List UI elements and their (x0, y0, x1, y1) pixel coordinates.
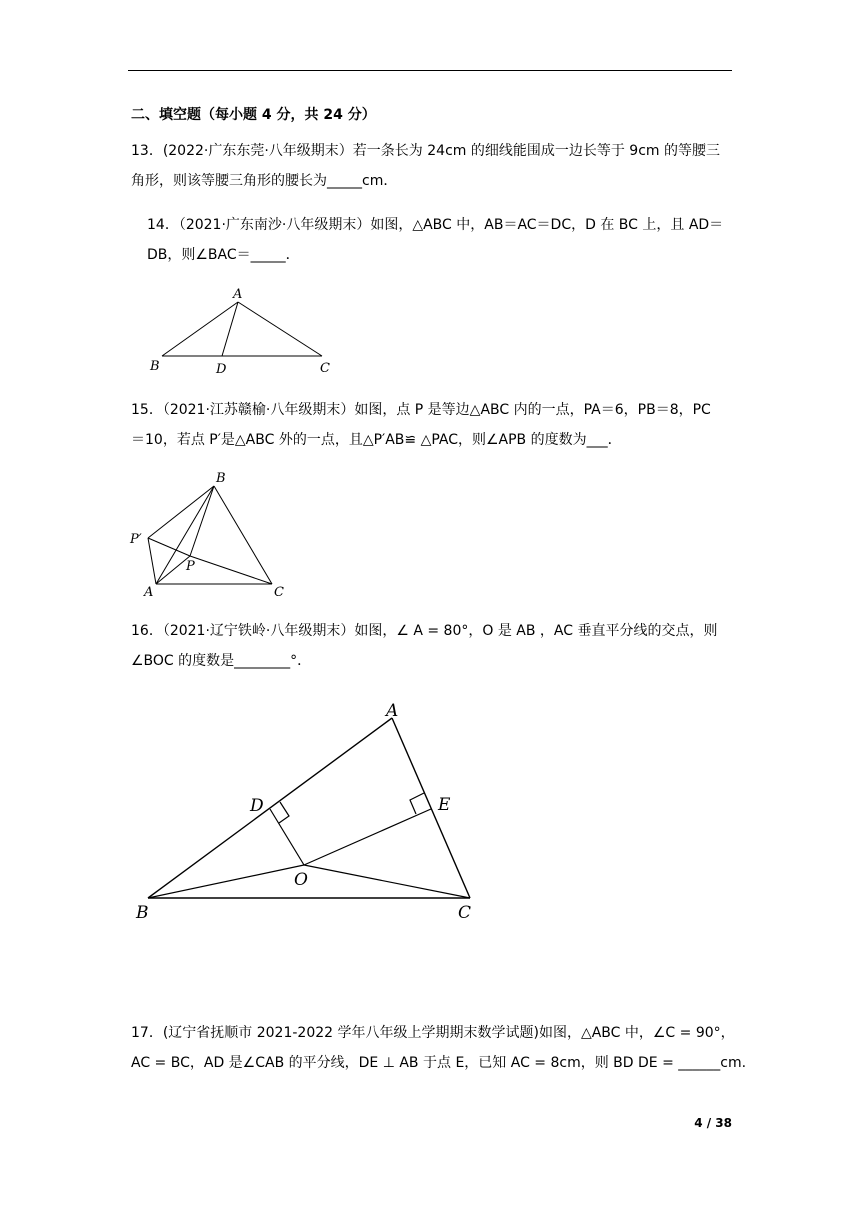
label-p-prime: P′ (130, 532, 142, 547)
header-rule (128, 70, 732, 71)
question-16-line-2: ∠BOC 的度数是________°． (131, 653, 312, 669)
label-b: B (150, 359, 160, 374)
label-b: B (136, 903, 149, 923)
label-a: A (386, 701, 399, 721)
label-d: D (250, 796, 264, 816)
label-e: E (438, 795, 451, 815)
question-13-line-2: 角形，则该等腰三角形的腰长为_____cm． (131, 173, 398, 189)
label-a: A (144, 585, 154, 600)
label-c: C (274, 585, 284, 600)
section-title: 二、填空题（每小题 4 分，共 24 分） (131, 107, 376, 123)
question-15-line-2: ＝10，若点 P′是△ABC 外的一点，且△P′AB≌ △PAC，则∠APB 的度数为___． (131, 432, 622, 448)
page-number: 4 / 38 (694, 1116, 732, 1130)
question-17-line-2: AC = BC，AD 是∠CAB 的平分线，DE ⊥ AB 于点 E，已知 AC = 8cm，则 BD DE = ______cm. (131, 1055, 747, 1071)
figure-q16-triangle (128, 692, 488, 928)
label-o: O (294, 870, 308, 890)
question-14-line-2: DB，则∠BAC＝_____． (147, 247, 300, 263)
question-13-line-1: 13．(2022·广东东莞·八年级期末）若一条长为 24cm 的细线能围成一边长等于 9cm 的等腰三 (131, 143, 720, 159)
question-14-line-1: 14．（2021·广东南沙·八年级期末）如图，△ABC 中，AB＝AC＝DC，D 在 BC 上，且 AD＝ (147, 217, 724, 233)
label-p: P (186, 559, 195, 574)
question-16-line-1: 16．（2021·辽宁铁岭·八年级期末）如图，∠ A = 80°，O 是 AB ，AC 垂直平分线的交点，则 (131, 623, 718, 639)
question-17-line-1: 17．(辽宁省抚顺市 2021-2022 学年八年级上学期期末数学试题)如图，△ABC 中，∠C = 90°， (131, 1025, 735, 1041)
label-c: C (458, 903, 472, 923)
question-15-line-1: 15．（2021·江苏赣榆·八年级期末）如图，点 P 是等边△ABC 内的一点，PA＝6，PB＝8，PC (131, 402, 711, 418)
label-b: B (216, 471, 226, 486)
figure-q14-triangle (140, 282, 340, 378)
figure-q15-triangle (126, 466, 296, 600)
label-a: A (233, 287, 243, 302)
label-c: C (320, 361, 330, 376)
label-d: D (216, 362, 227, 377)
